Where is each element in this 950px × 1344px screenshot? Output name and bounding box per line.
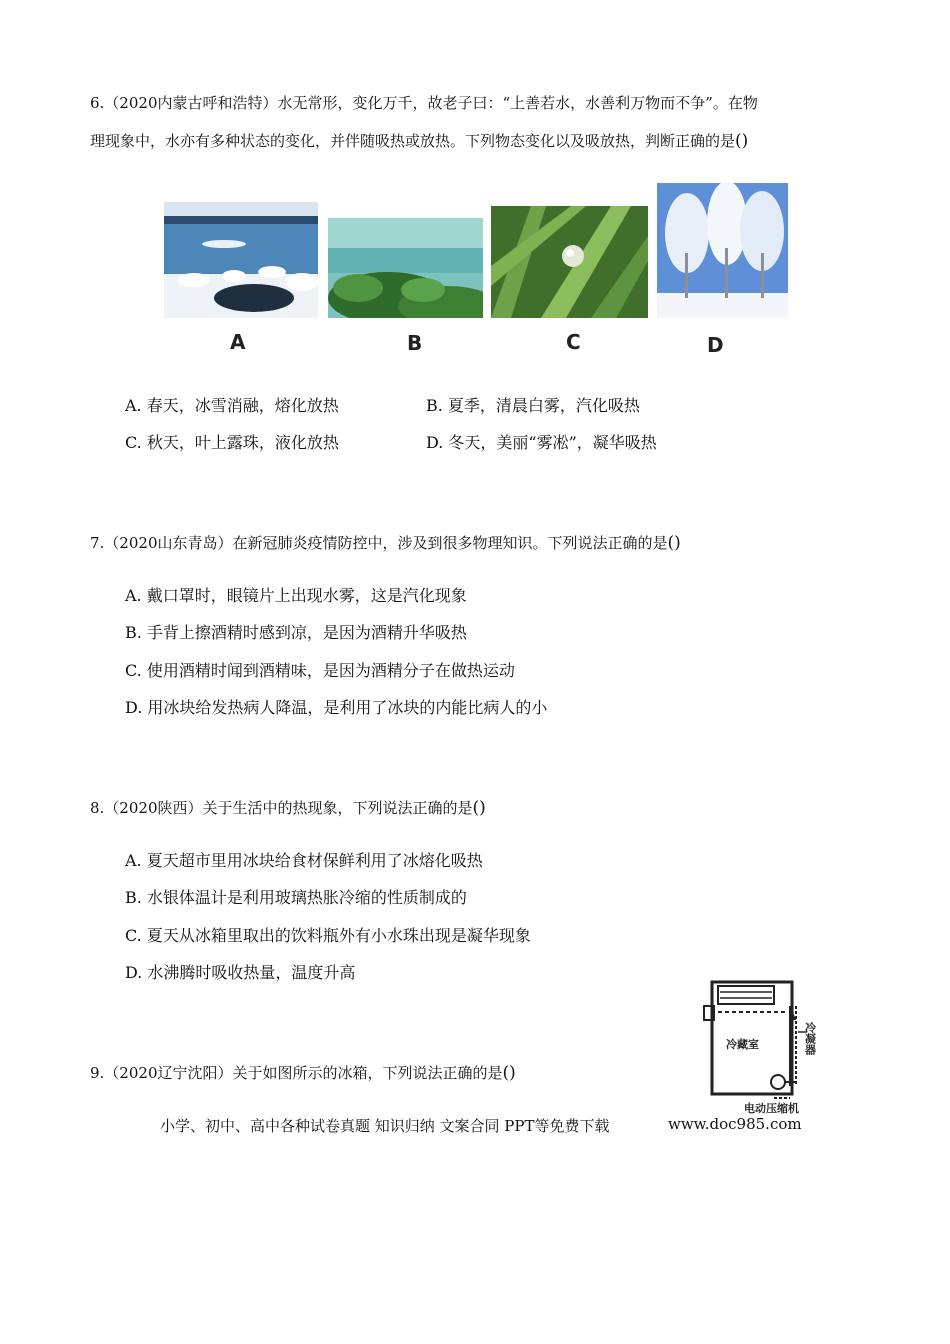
compressor-label: 电动压缩机 <box>744 1102 799 1115</box>
question-6-option-a: A. 春天，冰雪消融，熔化放热 <box>125 396 339 415</box>
question-7-option-d: D. 用冰块给发热病人降温，是利用了冰块的内能比病人的小 <box>125 698 548 717</box>
photo-label-d: D <box>707 333 724 357</box>
photo-label-c: C <box>566 330 581 354</box>
question-6-stem <box>90 84 860 160</box>
photo-a-melting-snow <box>164 202 318 318</box>
photo-d-rime-trees <box>657 183 788 318</box>
question-6-line-2 <box>90 122 860 160</box>
question-8-option-d: D. 水沸腾时吸收热量，温度升高 <box>125 963 356 982</box>
photo-c-dew-on-leaf <box>491 206 648 318</box>
question-8-option-a: A. 夏天超市里用冰块给食材保鲜利用了冰熔化吸热 <box>125 851 483 870</box>
answer-paren: () <box>735 131 749 151</box>
question-7-line <box>90 524 860 562</box>
question-8-text: 8.（2020陕西）关于生活中的热现象，下列说法正确的是 <box>90 799 473 817</box>
question-8-stem <box>90 789 860 827</box>
answer-paren: () <box>667 533 681 553</box>
question-9-text: 9.（2020辽宁沈阳）关于如图所示的冰箱，下列说法正确的是 <box>90 1064 503 1082</box>
question-7-stem <box>90 524 860 562</box>
question-6-option-c: C. 秋天，叶上露珠，液化放热 <box>125 433 339 452</box>
question-6-line-1: 6.（2020内蒙古呼和浩特）水无常形，变化万千，故老子曰：“上善若水，水善利万物而不争”。在物 <box>90 94 758 112</box>
question-7-option-b: B. 手背上擦酒精时感到凉，是因为酒精升华吸热 <box>125 623 467 642</box>
photo-b-morning-mist <box>328 218 483 318</box>
question-7-option-a: A. 戴口罩时，眼镜片上出现水雾，这是汽化现象 <box>125 586 467 605</box>
answer-paren: () <box>502 1063 516 1083</box>
question-8-line <box>90 789 860 827</box>
fridge-diagram <box>700 976 840 1116</box>
answer-paren: () <box>472 798 486 818</box>
footer-url: www.doc985.com <box>668 1115 802 1133</box>
photo-label-b: B <box>407 331 423 355</box>
question-6-option-d: D. 冬天，美丽“雾凇”，凝华吸热 <box>426 433 657 452</box>
question-8-option-c: C. 夏天从冰箱里取出的饮料瓶外有小水珠出现是凝华现象 <box>125 926 531 945</box>
footer-text: 小学、初中、高中各种试卷真题 知识归纳 文案合同 PPT等免费下载 <box>160 1117 610 1135</box>
question-7-text: 7.（2020山东青岛）在新冠肺炎疫情防控中，涉及到很多物理知识。下列说法正确的是 <box>90 534 668 552</box>
photo-label-a: A <box>230 330 246 354</box>
question-8-option-b: B. 水银体温计是利用玻璃热胀冷缩的性质制成的 <box>125 888 467 907</box>
question-6-option-b: B. 夏季，清晨白雾，汽化吸热 <box>426 396 640 415</box>
question-7-option-c: C. 使用酒精时闻到酒精味，是因为酒精分子在做热运动 <box>125 661 515 680</box>
condenser-label: 冷凝器 <box>803 1022 817 1055</box>
fridge-room-label: 冷藏室 <box>726 1038 759 1051</box>
question-6-line-2-text: 理现象中，水亦有多种状态的变化，并伴随吸热或放热。下列物态变化以及吸放热，判断正确的是 <box>90 132 736 150</box>
